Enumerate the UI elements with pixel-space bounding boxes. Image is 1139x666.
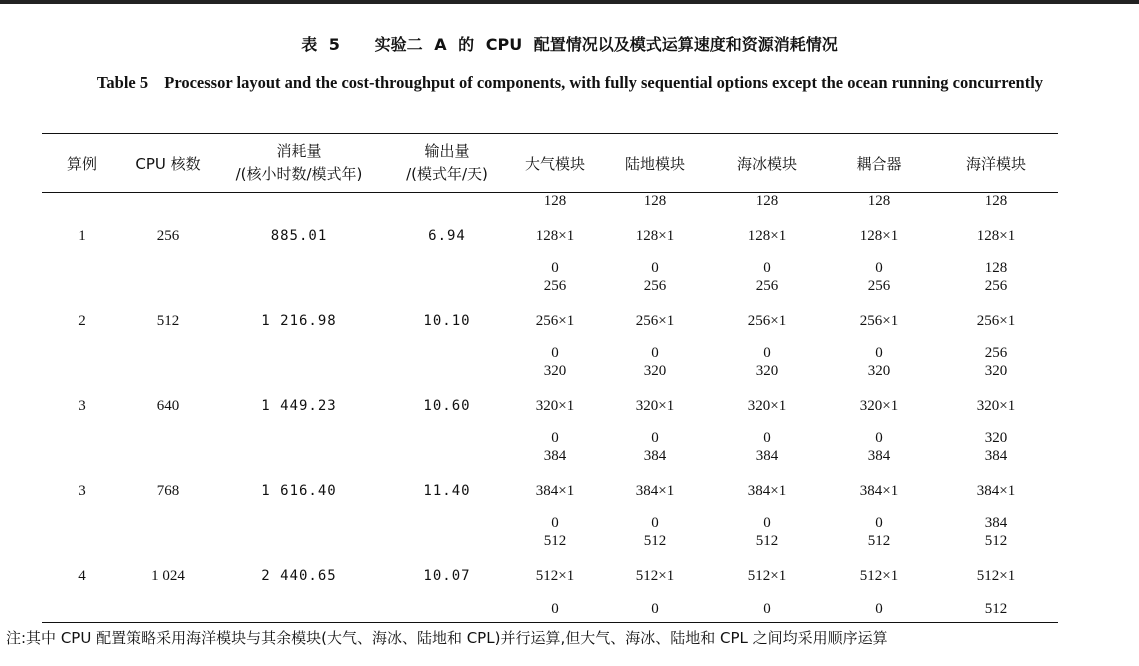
table-row	[42, 278, 1058, 302]
table-row	[42, 472, 1058, 510]
table-cell: 384	[755, 448, 779, 464]
table-row	[42, 557, 1058, 595]
table-cell: 512	[984, 533, 1008, 549]
table-cell: 128×1	[976, 227, 1016, 244]
table-cell: 512	[867, 533, 891, 549]
table-cell: 128×1	[635, 227, 675, 244]
table-cell: 384	[984, 515, 1008, 531]
table-cell: 512×1	[976, 567, 1016, 584]
table-cell: 512	[934, 595, 1058, 623]
table-cell: 0	[763, 430, 771, 446]
table-cell: 0	[875, 430, 883, 446]
col-header-ice: 海冰模块	[710, 134, 824, 193]
table-cell: 384	[543, 448, 567, 464]
col-header-atm: 大气模块	[510, 134, 600, 193]
table-cell: 0	[875, 345, 883, 361]
table-cell: 320	[867, 363, 891, 379]
table-cell: 384	[984, 448, 1008, 464]
table-cell: 512×1	[635, 567, 675, 584]
table-cell: 0	[600, 595, 710, 623]
col-header-throughput	[384, 134, 510, 193]
table-cell: 512×1	[859, 567, 899, 584]
table-cell: 885.01	[270, 228, 328, 244]
table-row	[42, 533, 1058, 557]
table-cell: 10.60	[423, 398, 471, 414]
table-cell: 1	[78, 227, 86, 244]
table-cell: 512	[643, 533, 667, 549]
table-cell: 256×1	[747, 312, 787, 329]
table-cell: 512	[755, 533, 779, 549]
cost-header-line2: /(核小时数/模式年)	[235, 165, 363, 183]
caption-en-title: Processor layout and the cost-throughput of components, with fully sequential options except the ocean running concurrently	[164, 73, 1044, 92]
table-cell: 320	[755, 363, 779, 379]
table-cell: 256×1	[535, 312, 575, 329]
top-rule	[0, 0, 1139, 4]
tput-header-line1: 输出量	[424, 142, 470, 160]
table-cell: 1 616.40	[261, 483, 337, 499]
table-cell: 320	[543, 363, 567, 379]
table-cell: 10.07	[423, 568, 471, 584]
table-cell: 128×1	[859, 227, 899, 244]
table-cell: 1 216.98	[261, 313, 337, 329]
table-cell: 768	[156, 482, 180, 499]
table-cell: 320×1	[535, 397, 575, 414]
table-cell: 320×1	[976, 397, 1016, 414]
col-header-ocn: 海洋模块	[934, 134, 1058, 193]
table-cell: 256	[755, 278, 779, 294]
table-cell: 10.10	[423, 313, 471, 329]
table-cell: 384×1	[747, 482, 787, 499]
table-footnote: 注:其中 CPU 配置策略采用海洋模块与其余模块(大气、海冰、陆地和 CPL)并行运算,但大气、海冰、陆地和 CPL 之间均采用顺序运算	[6, 629, 888, 647]
table-cell: 0	[551, 515, 559, 531]
table-row	[42, 448, 1058, 472]
table-cell: 384×1	[859, 482, 899, 499]
table-cell: 2 440.65	[261, 568, 337, 584]
table-cell: 128×1	[747, 227, 787, 244]
table-cell: 384×1	[635, 482, 675, 499]
table-cell: 3	[78, 397, 86, 414]
cost-header-line1: 消耗量	[276, 142, 322, 160]
table-cell: 256	[867, 278, 891, 294]
table-cell: 384	[867, 448, 891, 464]
table-row	[42, 193, 1058, 218]
table-row	[42, 595, 1058, 623]
caption-zh-title: 实验二 A 的 CPU 配置情况以及模式运算速度和资源消耗情况	[374, 35, 838, 54]
table-cell: 256	[643, 278, 667, 294]
table-cell: 0	[763, 515, 771, 531]
table-cell: 320×1	[859, 397, 899, 414]
table-cell: 320×1	[635, 397, 675, 414]
table-row	[42, 255, 1058, 278]
table-cell: 512	[543, 533, 567, 549]
col-header-cpu: CPU 核数	[122, 134, 214, 193]
col-header-case: 算例	[42, 134, 122, 193]
table-cell: 256	[156, 227, 180, 244]
table-cell: 256×1	[976, 312, 1016, 329]
caption-en	[60, 66, 1080, 100]
table-row	[42, 510, 1058, 533]
table-cell: 512	[156, 312, 180, 329]
col-header-cpl: 耦合器	[824, 134, 934, 193]
data-table	[42, 133, 1058, 623]
table-cell: 0	[551, 260, 559, 276]
table-cell: 512×1	[535, 567, 575, 584]
table-cell: 320	[643, 363, 667, 379]
table-row	[42, 387, 1058, 425]
table-cell: 128	[543, 193, 567, 209]
table-cell: 3	[78, 482, 86, 499]
header-row	[42, 134, 1058, 193]
table-row	[42, 425, 1058, 448]
table-cell: 2	[78, 312, 86, 329]
table-cell: 6.94	[428, 228, 466, 244]
table-cell: 256×1	[859, 312, 899, 329]
table-cell: 0	[651, 260, 659, 276]
table-cell: 11.40	[423, 483, 471, 499]
table-cell: 0	[763, 260, 771, 276]
table-cell: 384	[643, 448, 667, 464]
table-cell: 128×1	[535, 227, 575, 244]
col-header-cost	[214, 134, 384, 193]
table-cell: 1 449.23	[261, 398, 337, 414]
table-cell: 128	[643, 193, 667, 209]
caption-zh	[0, 32, 1139, 55]
table-cell: 512×1	[747, 567, 787, 584]
table-cell: 0	[824, 595, 934, 623]
table-cell: 128	[867, 193, 891, 209]
table-cell: 128	[984, 193, 1008, 209]
table-cell: 1 024	[151, 567, 185, 584]
table-cell: 0	[510, 595, 600, 623]
table-cell: 320×1	[747, 397, 787, 414]
table-cell: 640	[156, 397, 180, 414]
caption-en-label: Table 5	[96, 73, 149, 92]
table-cell: 0	[651, 515, 659, 531]
table-cell: 128	[984, 260, 1008, 276]
table-cell: 0	[875, 260, 883, 276]
tput-header-line2: /(模式年/天)	[406, 165, 488, 183]
table-row	[42, 340, 1058, 363]
table-row	[42, 302, 1058, 340]
table-cell: 384×1	[535, 482, 575, 499]
table-cell: 4	[78, 567, 86, 584]
table-row	[42, 363, 1058, 387]
table-cell: 320	[984, 430, 1008, 446]
table-cell: 128	[755, 193, 779, 209]
table-cell: 0	[551, 345, 559, 361]
table-cell: 256	[543, 278, 567, 294]
table-cell: 0	[551, 430, 559, 446]
table-cell: 0	[651, 430, 659, 446]
col-header-lnd: 陆地模块	[600, 134, 710, 193]
table-cell: 0	[875, 515, 883, 531]
table-cell: 320	[984, 363, 1008, 379]
table-cell: 0	[710, 595, 824, 623]
table-cell: 256	[984, 345, 1008, 361]
table-cell: 384×1	[976, 482, 1016, 499]
table-cell: 256	[984, 278, 1008, 294]
table-row	[42, 217, 1058, 255]
table-cell: 256×1	[635, 312, 675, 329]
caption-zh-label: 表 5	[301, 35, 340, 54]
table-cell: 0	[651, 345, 659, 361]
table-cell: 0	[763, 345, 771, 361]
